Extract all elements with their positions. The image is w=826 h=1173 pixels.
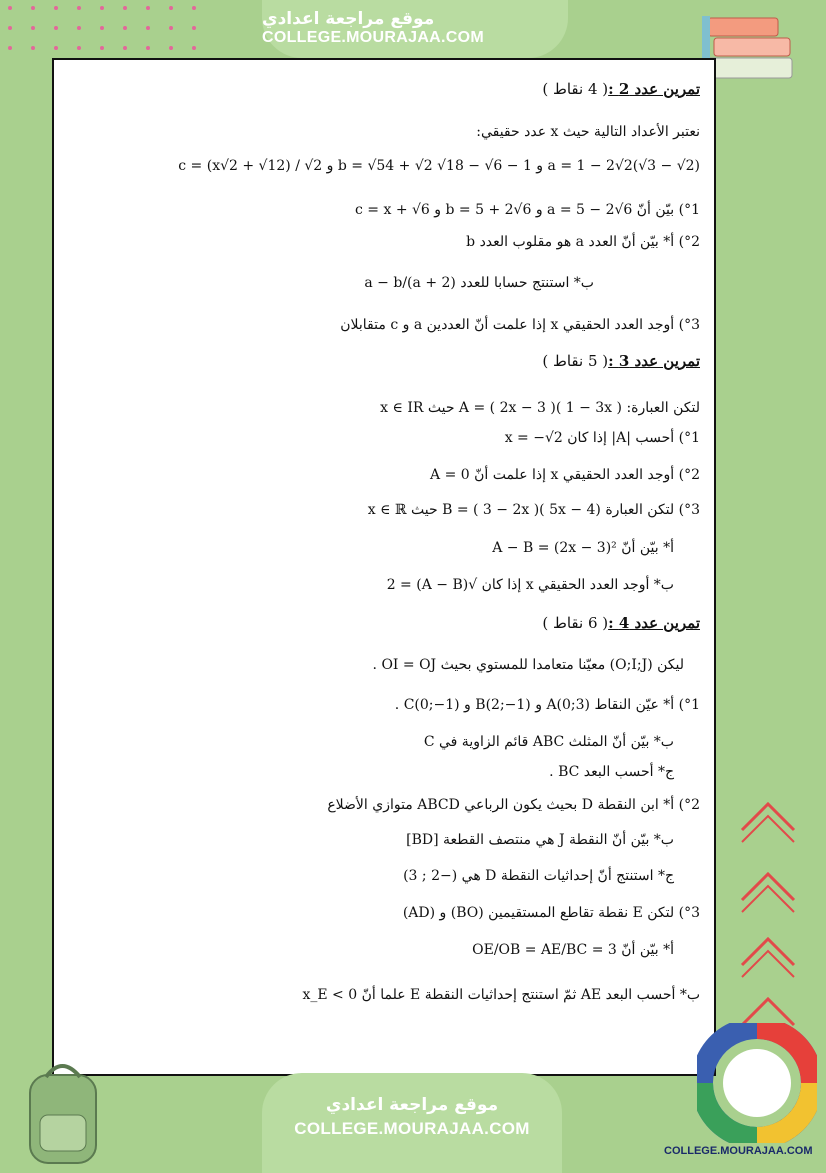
exercise3-heading: [542, 352, 700, 370]
dot: [8, 26, 12, 30]
dot: [100, 6, 104, 10]
dot: [169, 26, 173, 30]
header-brand-arabic: موقع مراجعة اعدادي: [262, 9, 435, 29]
dot: [31, 6, 35, 10]
dot: [77, 6, 81, 10]
exercise3-line: ب* أوجد العدد الحقيقي x إذا كان √(A − B) = 2: [386, 577, 674, 593]
exercise3-line: لتكن العبارة: A = ( 2x − 3 )( 1 − 3x ) حيث x ∈ IR: [380, 400, 700, 416]
exercise2-line: °1) بيّن أنّ a = 5 − 2√6 و b = 5 + 2√6 و c = x + √6: [355, 202, 700, 218]
dot: [192, 6, 196, 10]
exercise4-heading: [542, 614, 700, 632]
exercise4-line: ب* بيّن أنّ المثلث ABC قائم الزاوية في C: [423, 734, 674, 750]
dot: [77, 46, 81, 50]
exercise3-line: أ* بيّن أنّ A − B = (2x − 3)²: [492, 540, 674, 556]
dot: [123, 26, 127, 30]
exercise4-line: ليكن (O;I;J) معيّنا متعامدا للمستوي بحيث OI = OJ .: [372, 657, 684, 673]
exercise4-line: ب* أحسب البعد AE ثمّ استنتج إحداثيات النقطة E علما أنّ x_E < 0: [302, 987, 700, 1003]
site-header: [262, 0, 568, 58]
exercise2-line: °2) أ* بيّن أنّ العدد a هو مقلوب العدد b: [466, 234, 700, 250]
exercise-sheet: [52, 58, 716, 1076]
chevron-up-icon: [738, 925, 798, 985]
dot: [8, 6, 12, 10]
site-footer: [262, 1073, 562, 1173]
header-brand-url[interactable]: COLLEGE.MOURAJAA.COM: [262, 29, 484, 46]
dot: [123, 6, 127, 10]
exercise2-line: ب* استنتج حسابا للعدد (a + 2)/a − b: [364, 275, 594, 291]
footer-brand-url[interactable]: COLLEGE.MOURAJAA.COM: [294, 1119, 530, 1138]
logo-caption: COLLEGE.MOURAJAA.COM: [664, 1145, 813, 1157]
exercise2-line: a = 1 − 2√2(√3 − √2) و b = √54 + √2 √18 − √6 − 1 و c = (x√2 + √12) / √2: [178, 158, 700, 174]
exercise2-line: °3) أوجد العدد الحقيقي x إذا علمت أنّ العددين a و c متقابلان: [340, 317, 700, 333]
dot: [54, 46, 58, 50]
dot: [77, 26, 81, 30]
dot: [146, 46, 150, 50]
exercise2-line: نعتبر الأعداد التالية حيث x عدد حقيقي:: [476, 124, 700, 140]
exercise3-points: ( 5 نقاط ): [542, 352, 609, 370]
exercise4-line: °3) لتكن E نقطة تقاطع المستقيمين (BO) و (AD): [402, 905, 700, 921]
exercise4-line: °1) أ* عيّن النقاط A(0;3) و B(2;−1) و C(0;−1) .: [394, 697, 700, 713]
exercise4-line: ج* أحسب البعد BC .: [549, 764, 674, 780]
exercise4-line: °2) أ* ابن النقطة D بحيث يكون الرباعي ABCD متوازي الأضلاع: [327, 797, 700, 813]
decorative-dots: [8, 6, 208, 56]
exercise4-title: تمرين عدد 4 :: [608, 614, 700, 632]
dot: [146, 26, 150, 30]
dot: [146, 6, 150, 10]
dot: [192, 26, 196, 30]
education-logo-icon: [697, 1023, 817, 1143]
exercise4-line: أ* بيّن أنّ OE/OB = AE/BC = 3: [472, 942, 674, 958]
dot: [100, 46, 104, 50]
exercise2-title: تمرين عدد 2 :: [608, 80, 700, 98]
footer-brand-arabic: موقع مراجعة اعدادي: [325, 1095, 499, 1115]
exercise3-line: °3) لتكن العبارة B = ( 3 − 2x )( 5x − 4) حيث x ∈ ℝ: [367, 502, 700, 518]
dot: [31, 46, 35, 50]
dot: [8, 46, 12, 50]
exercise3-line: °2) أوجد العدد الحقيقي x إذا علمت أنّ A = 0: [430, 467, 700, 483]
chevron-up-icon: [738, 860, 798, 920]
dot: [169, 46, 173, 50]
dot: [54, 26, 58, 30]
exercise4-points: ( 6 نقاط ): [542, 614, 609, 632]
chevron-up-icon: [738, 790, 798, 850]
exercise4-line: ج* استنتج أنّ إحداثيات النقطة D هي (−2 ; 3): [403, 868, 674, 884]
books-icon: [700, 10, 810, 90]
dot: [54, 6, 58, 10]
dot: [169, 6, 173, 10]
dot: [100, 26, 104, 30]
exercise2-heading: [542, 80, 700, 98]
dot: [192, 46, 196, 50]
exercise2-points: ( 4 نقاط ): [542, 80, 609, 98]
exercise3-title: تمرين عدد 3 :: [608, 352, 700, 370]
exercise3-line: °1) أحسب |A| إذا كان x = −√2: [504, 430, 700, 446]
exercise4-line: ب* بيّن أنّ النقطة J هي منتصف القطعة [BD]: [406, 832, 674, 848]
dot: [31, 26, 35, 30]
dot: [123, 46, 127, 50]
backpack-icon: [12, 1055, 112, 1165]
